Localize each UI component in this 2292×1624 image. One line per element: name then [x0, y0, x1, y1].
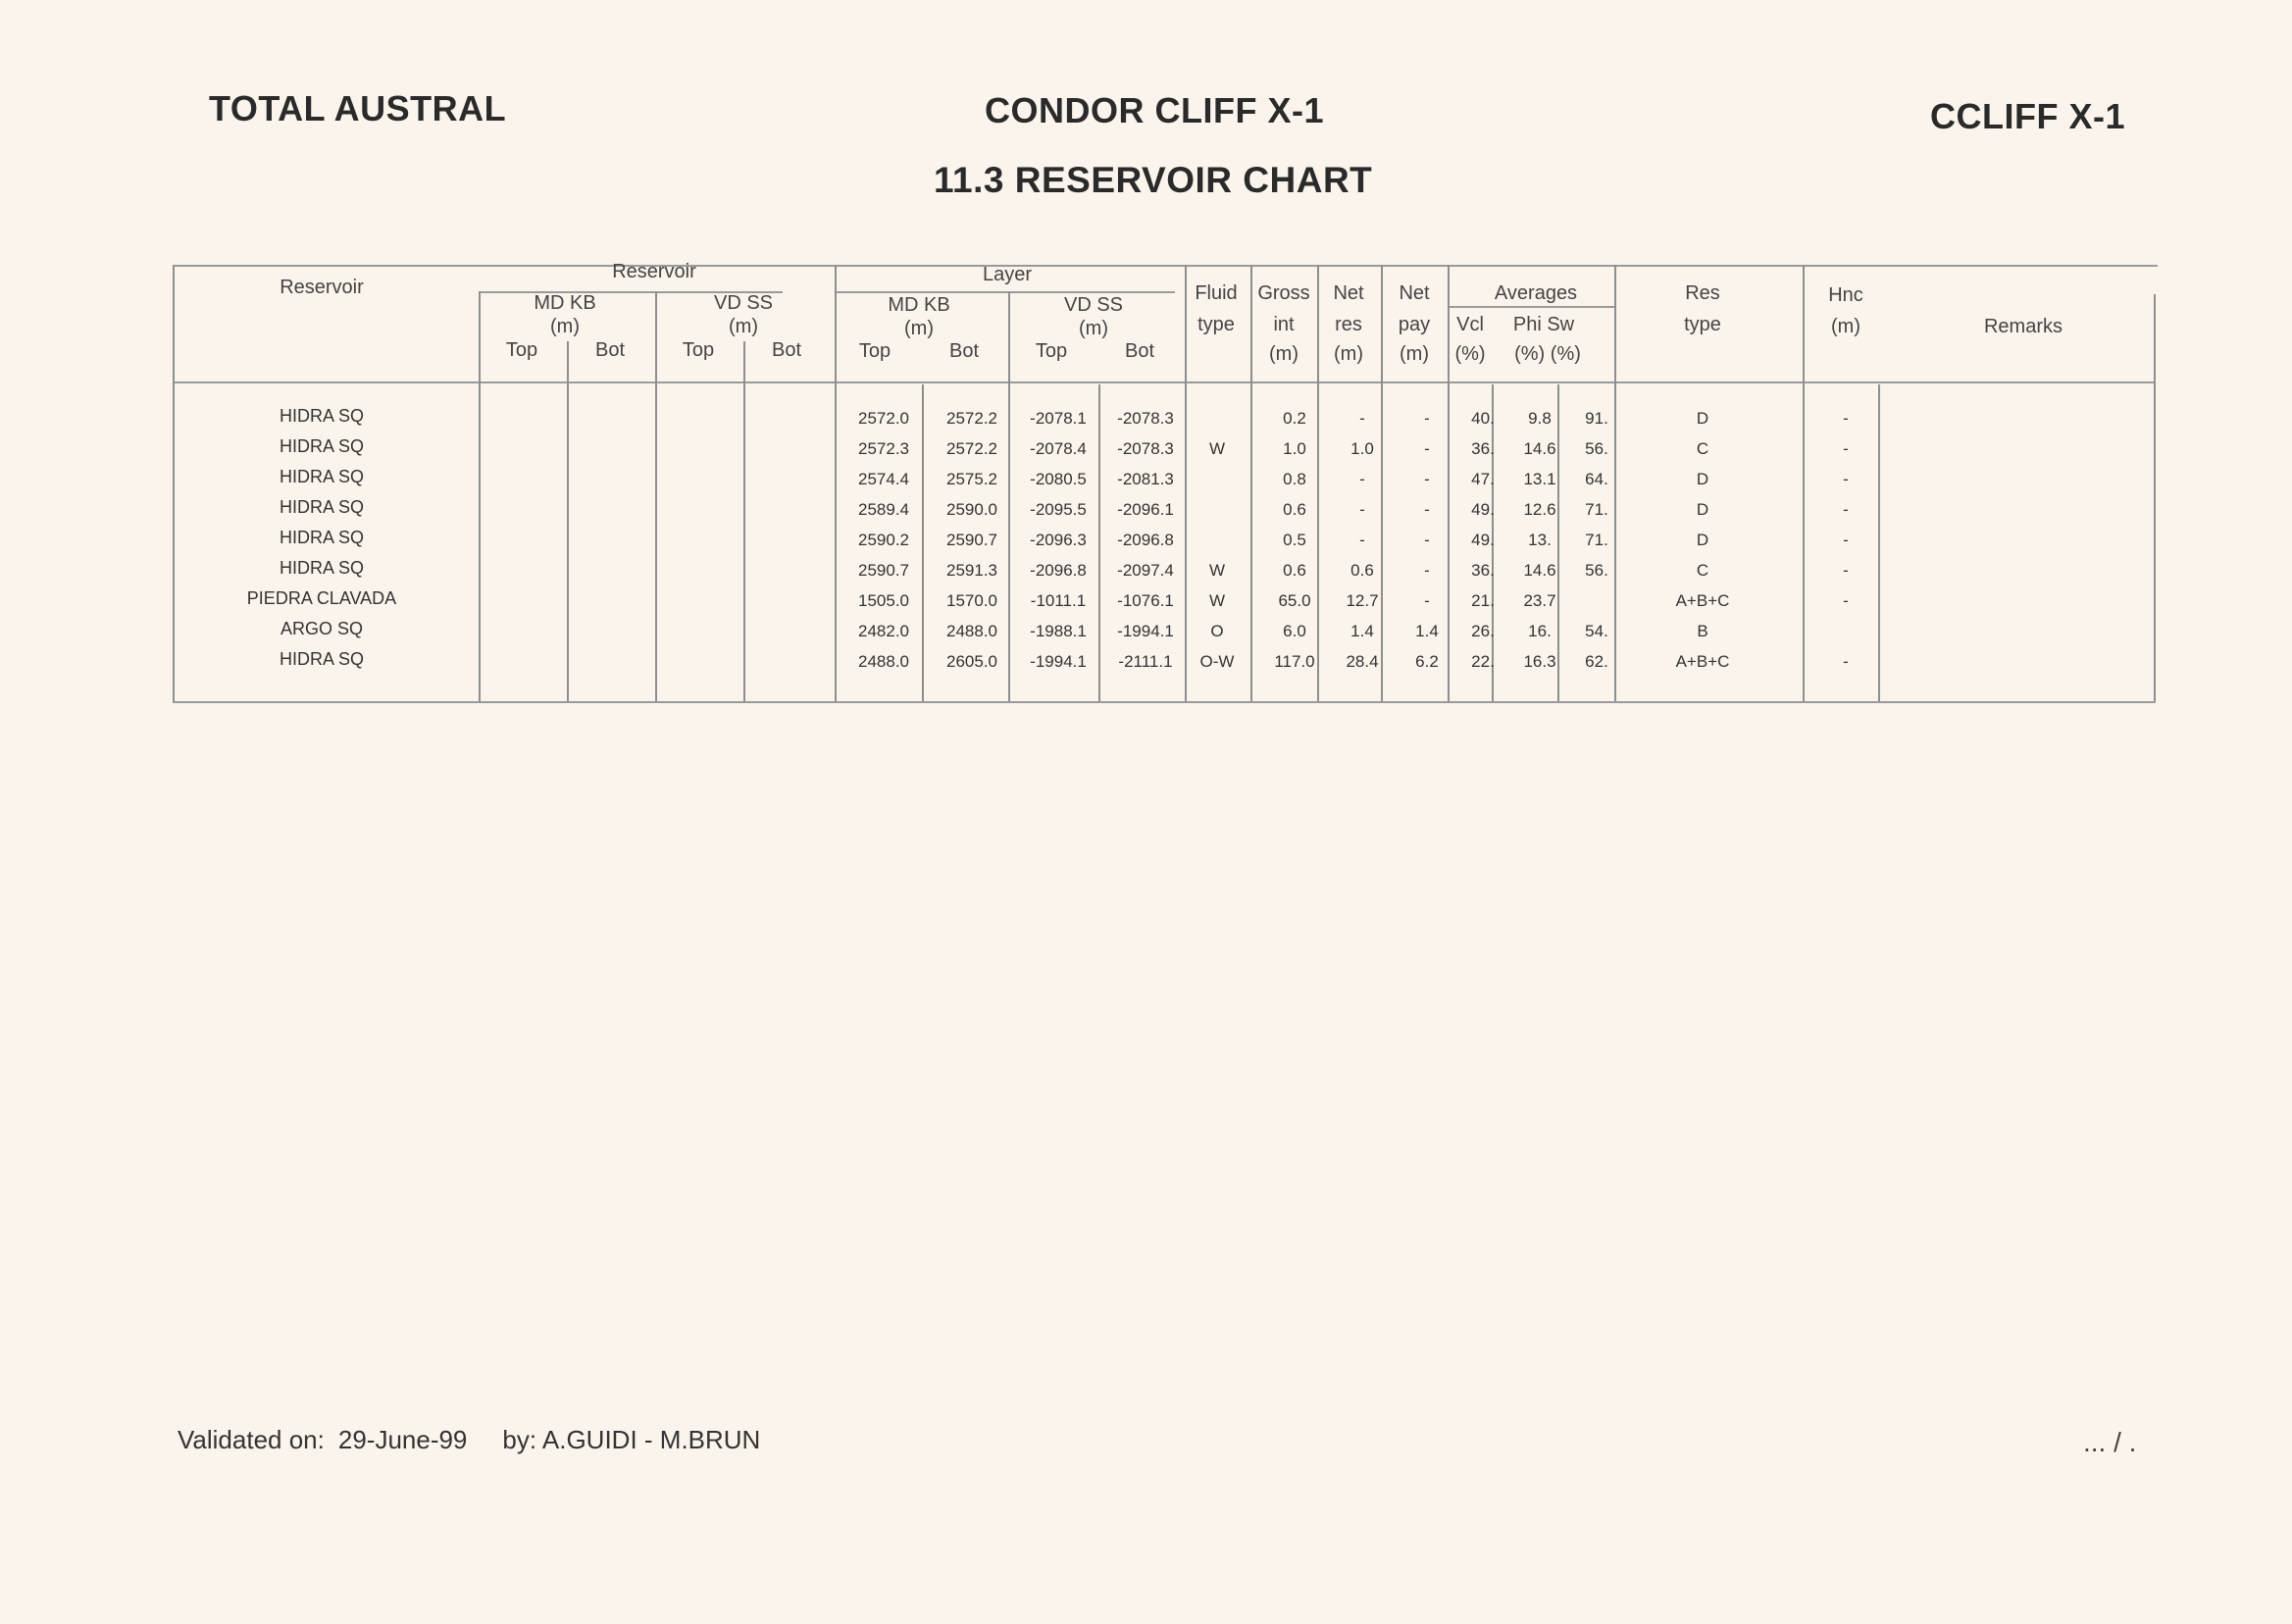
- reservoir-name-cell: HIDRA SQ: [279, 436, 365, 456]
- header-res-md-unit: (m): [550, 316, 580, 337]
- header-net-res: Net: [1333, 282, 1364, 304]
- header-bottom-rule: [173, 381, 2156, 383]
- gross-int-cell: 0.6: [1283, 500, 1306, 519]
- layer-md-top-cell: 2574.4: [858, 470, 909, 488]
- header-remarks: Remarks: [1983, 316, 2063, 337]
- header-res-md-bot: Bot: [594, 339, 626, 361]
- res-type-cell: D: [1696, 531, 1709, 549]
- col-rule: [743, 341, 745, 701]
- phi-cell: 23.7: [1523, 591, 1556, 610]
- header-gross-int: int: [1273, 314, 1295, 335]
- header-gross-unit: (m): [1269, 343, 1299, 365]
- net-res-cell: 0.6: [1350, 561, 1374, 580]
- gross-int-cell: 0.5: [1283, 531, 1306, 549]
- gross-int-cell: 0.8: [1283, 470, 1306, 488]
- header-layer-vd-ss: VD SS: [1063, 294, 1124, 316]
- layer-vd-top-cell: -2096.8: [1030, 561, 1087, 580]
- layer-vd-bot-cell: -2081.3: [1117, 470, 1174, 488]
- net-pay-cell: -: [1424, 561, 1430, 580]
- net-res-cell: -: [1359, 470, 1365, 488]
- hnc-cell: -: [1843, 531, 1849, 549]
- layer-md-top-cell: 2482.0: [858, 622, 909, 640]
- hnc-cell: -: [1843, 652, 1849, 671]
- company-name: TOTAL AUSTRAL: [209, 88, 507, 128]
- gross-int-cell: 1.0: [1283, 439, 1306, 458]
- fluid-type-cell: O-W: [1199, 652, 1235, 671]
- layer-vd-bot-cell: -2096.8: [1117, 531, 1174, 549]
- header-group-reservoir: Reservoir: [612, 261, 696, 282]
- layer-vd-top-cell: -2078.4: [1030, 439, 1087, 458]
- res-type-cell: C: [1696, 439, 1709, 458]
- layer-md-bot-cell: 1570.0: [946, 591, 997, 610]
- col-rule: [922, 384, 924, 701]
- header-layer-md-kb: MD KB: [888, 294, 950, 316]
- fluid-type-cell: W: [1208, 561, 1226, 580]
- net-res-cell: -: [1359, 531, 1365, 549]
- header-phi-sw-unit: (%) (%): [1514, 343, 1581, 365]
- layer-md-bot-cell: 2590.7: [946, 531, 997, 549]
- hnc-cell: -: [1843, 470, 1849, 488]
- layer-md-top-cell: 2590.2: [858, 531, 909, 549]
- col-rule: [1557, 384, 1559, 701]
- layer-vd-bot-cell: -2097.4: [1117, 561, 1174, 580]
- header-net-pay2: pay: [1398, 314, 1431, 335]
- layer-md-top-cell: 2572.0: [858, 409, 909, 428]
- validated-date: 29-June-99: [337, 1425, 468, 1454]
- reservoir-name-cell: HIDRA SQ: [279, 528, 365, 547]
- sw-cell: 56.: [1585, 439, 1608, 458]
- net-pay-cell: -: [1424, 591, 1430, 610]
- header-layer-md-unit: (m): [904, 318, 934, 339]
- reservoir-name-cell: PIEDRA CLAVADA: [246, 588, 397, 608]
- fluid-type-cell: O: [1210, 622, 1224, 640]
- fluid-type-cell: W: [1208, 591, 1226, 610]
- validation-footer: [178, 1425, 760, 1455]
- sw-cell: 64.: [1585, 470, 1608, 488]
- layer-md-bot-cell: 2488.0: [946, 622, 997, 640]
- hnc-cell: -: [1843, 439, 1849, 458]
- header-res-vd-bot: Bot: [771, 339, 802, 361]
- header-net-pay-unit: (m): [1400, 343, 1429, 365]
- col-rule: [479, 291, 481, 701]
- vcl-cell: 26.: [1471, 622, 1495, 640]
- layer-md-bot-cell: 2605.0: [946, 652, 997, 671]
- col-rule: [173, 265, 175, 701]
- header-layer-vd-unit: (m): [1079, 318, 1108, 339]
- hnc-cell: -: [1843, 561, 1849, 580]
- vcl-cell: 49.: [1471, 531, 1495, 549]
- header-hnc: Hnc: [1828, 284, 1863, 306]
- layer-md-bot-cell: 2591.3: [946, 561, 997, 580]
- col-rule: [1317, 265, 1319, 701]
- averages-rule: [1450, 306, 1616, 308]
- layer-vd-top-cell: -1994.1: [1030, 652, 1087, 671]
- net-res-cell: 1.4: [1350, 622, 1374, 640]
- header-net-res2: res: [1335, 314, 1362, 335]
- header-layer-vd-bot: Bot: [1124, 340, 1155, 362]
- col-rule: [1614, 265, 1616, 701]
- layer-md-bot-cell: 2572.2: [946, 439, 997, 458]
- layer-vd-top-cell: -2095.5: [1030, 500, 1087, 519]
- sw-cell: 54.: [1585, 622, 1608, 640]
- col-rule: [1185, 265, 1187, 701]
- col-rule: [1381, 265, 1383, 701]
- sw-cell: 91.: [1585, 409, 1608, 428]
- hnc-cell: -: [1843, 409, 1849, 428]
- layer-md-bot-cell: 2572.2: [946, 409, 997, 428]
- gross-int-cell: 0.6: [1283, 561, 1306, 580]
- well-name: CONDOR CLIFF X-1: [985, 90, 1324, 130]
- phi-cell: 14.6: [1523, 561, 1556, 580]
- layer-md-top-cell: 1505.0: [858, 591, 909, 610]
- reservoir-name-cell: HIDRA SQ: [279, 467, 365, 486]
- header-res-vd-unit: (m): [729, 316, 758, 337]
- layer-vd-top-cell: -2080.5: [1030, 470, 1087, 488]
- net-res-cell: 28.4: [1346, 652, 1379, 671]
- validated-by: A.GUIDI - M.BRUN: [541, 1425, 761, 1454]
- res-type-cell: D: [1696, 409, 1709, 428]
- header-phi-sw: Phi Sw: [1512, 314, 1575, 335]
- header-res-md-top: Top: [505, 339, 538, 361]
- reservoir-name-cell: HIDRA SQ: [279, 406, 365, 426]
- phi-cell: 12.6: [1523, 500, 1556, 519]
- gross-int-cell: 117.0: [1274, 652, 1315, 671]
- layer-vd-bot-cell: -2111.1: [1118, 652, 1173, 671]
- layer-md-top-cell: 2590.7: [858, 561, 909, 580]
- sw-cell: 56.: [1585, 561, 1608, 580]
- validated-label: Validated on:: [178, 1425, 325, 1454]
- header-averages: Averages: [1494, 282, 1578, 304]
- header-layer-md-bot: Bot: [948, 340, 980, 362]
- layer-vd-bot-cell: -2078.3: [1117, 409, 1174, 428]
- res-type-cell: D: [1696, 500, 1709, 519]
- net-res-cell: -: [1359, 409, 1365, 428]
- header-gross: Gross: [1257, 282, 1310, 304]
- header-res-type2: type: [1684, 314, 1721, 335]
- vcl-cell: 36.: [1471, 561, 1495, 580]
- chart-title: 11.3 RESERVOIR CHART: [934, 160, 1373, 200]
- net-pay-cell: -: [1424, 439, 1430, 458]
- layer-vd-bot-cell: -1076.1: [1117, 591, 1174, 610]
- page-continuation: ... / .: [2083, 1427, 2137, 1457]
- layer-md-top-cell: 2488.0: [858, 652, 909, 671]
- net-res-cell: 12.7: [1346, 591, 1379, 610]
- net-pay-cell: 6.2: [1415, 652, 1439, 671]
- col-rule: [1250, 265, 1252, 701]
- res-type-cell: B: [1697, 622, 1708, 640]
- vcl-cell: 49.: [1471, 500, 1495, 519]
- reservoir-name-cell: HIDRA SQ: [279, 558, 365, 578]
- net-res-cell: -: [1359, 500, 1365, 519]
- res-type-cell: C: [1696, 561, 1709, 580]
- header-layer-vd-top: Top: [1035, 340, 1068, 362]
- net-pay-cell: -: [1424, 531, 1430, 549]
- table-bottom-rule: [173, 701, 2156, 703]
- sw-cell: 62.: [1585, 652, 1608, 671]
- col-rule: [655, 291, 657, 701]
- phi-cell: 9.8: [1528, 409, 1552, 428]
- layer-md-top-cell: 2572.3: [858, 439, 909, 458]
- by-label: by:: [502, 1425, 537, 1454]
- layer-vd-bot-cell: -1994.1: [1117, 622, 1174, 640]
- header-hnc-unit: (m): [1831, 316, 1860, 337]
- well-code: CCLIFF X-1: [1930, 96, 2125, 136]
- col-rule: [1098, 384, 1100, 701]
- header-res-vd-top: Top: [682, 339, 715, 361]
- layer-vd-top-cell: -2078.1: [1030, 409, 1087, 428]
- col-rule: [1803, 265, 1805, 701]
- header-fluid-type: type: [1197, 314, 1235, 335]
- header-layer-md-top: Top: [858, 340, 891, 362]
- layer-vd-bot-cell: -2096.1: [1117, 500, 1174, 519]
- col-rule: [835, 265, 837, 701]
- phi-cell: 16.3: [1523, 652, 1556, 671]
- header-res-md-kb: MD KB: [534, 292, 596, 314]
- reservoir-name-cell: ARGO SQ: [280, 619, 364, 638]
- hnc-cell: -: [1843, 500, 1849, 519]
- col-rule: [1878, 384, 1880, 701]
- reservoir-name-cell: HIDRA SQ: [279, 649, 365, 669]
- net-pay-cell: -: [1424, 500, 1430, 519]
- res-type-cell: A+B+C: [1675, 652, 1730, 671]
- phi-cell: 16.: [1528, 622, 1552, 640]
- layer-group-rule: [836, 291, 1175, 293]
- layer-md-top-cell: 2589.4: [858, 500, 909, 519]
- gross-int-cell: 0.2: [1283, 409, 1306, 428]
- vcl-cell: 21.: [1471, 591, 1495, 610]
- hnc-cell: -: [1843, 591, 1849, 610]
- vcl-cell: 47.: [1471, 470, 1495, 488]
- net-pay-cell: 1.4: [1415, 622, 1439, 640]
- table-top-rule: [173, 265, 2158, 267]
- header-res-vd-ss: VD SS: [713, 292, 774, 314]
- header-vcl: Vcl: [1456, 314, 1484, 335]
- col-rule: [1008, 291, 1010, 701]
- header-reservoir: Reservoir: [280, 277, 364, 298]
- res-type-cell: A+B+C: [1675, 591, 1730, 610]
- res-type-cell: D: [1696, 470, 1709, 488]
- gross-int-cell: 6.0: [1283, 622, 1306, 640]
- vcl-cell: 40.: [1471, 409, 1495, 428]
- sw-cell: 71.: [1585, 531, 1608, 549]
- net-res-cell: 1.0: [1350, 439, 1374, 458]
- sw-cell: 71.: [1585, 500, 1608, 519]
- layer-md-bot-cell: 2590.0: [946, 500, 997, 519]
- layer-vd-top-cell: -2096.3: [1030, 531, 1087, 549]
- phi-cell: 13.1: [1523, 470, 1556, 488]
- header-group-layer: Layer: [982, 264, 1033, 285]
- header-res-type: Res: [1685, 282, 1720, 304]
- layer-vd-bot-cell: -2078.3: [1117, 439, 1174, 458]
- vcl-cell: 36.: [1471, 439, 1495, 458]
- header-fluid: Fluid: [1195, 282, 1238, 304]
- layer-md-bot-cell: 2575.2: [946, 470, 997, 488]
- net-pay-cell: -: [1424, 470, 1430, 488]
- phi-cell: 13.: [1528, 531, 1552, 549]
- header-net-pay: Net: [1399, 282, 1430, 304]
- col-rule: [1448, 265, 1450, 701]
- header-vcl-unit: (%): [1454, 343, 1486, 365]
- reservoir-name-cell: HIDRA SQ: [279, 497, 365, 517]
- fluid-type-cell: W: [1208, 439, 1226, 458]
- col-rule: [2154, 294, 2156, 701]
- layer-vd-top-cell: -1988.1: [1030, 622, 1087, 640]
- vcl-cell: 22.: [1471, 652, 1495, 671]
- col-rule: [567, 341, 569, 701]
- net-pay-cell: -: [1424, 409, 1430, 428]
- gross-int-cell: 65.0: [1278, 591, 1311, 610]
- phi-cell: 14.6: [1523, 439, 1556, 458]
- layer-vd-top-cell: -1011.1: [1030, 591, 1087, 610]
- header-net-res-unit: (m): [1334, 343, 1363, 365]
